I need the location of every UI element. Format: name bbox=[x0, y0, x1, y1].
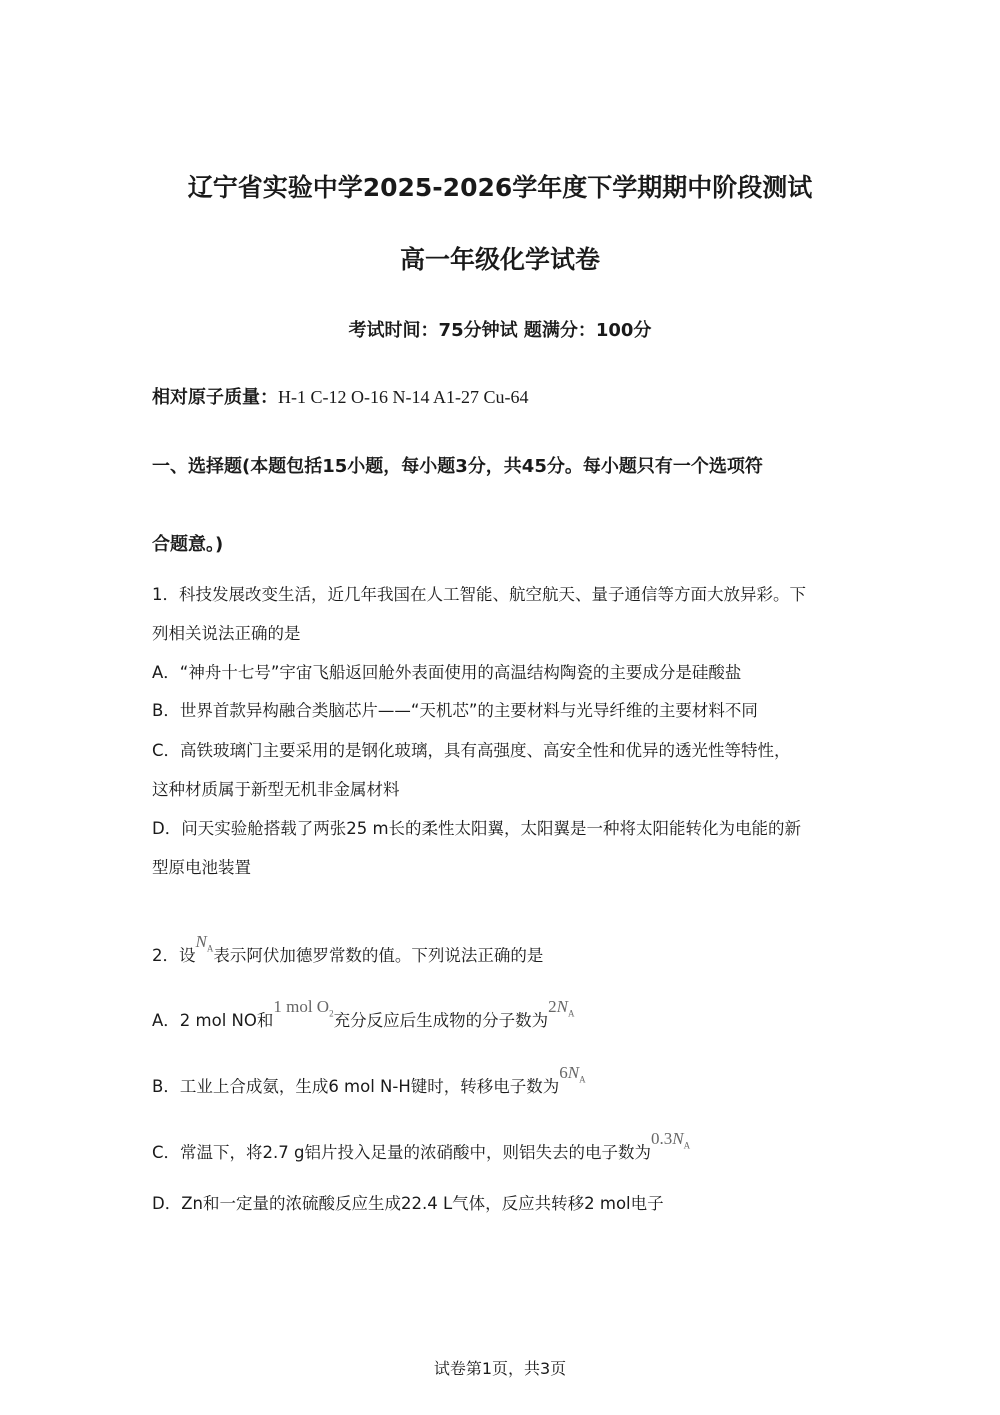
q2-a-formula1-sub: 2 bbox=[329, 1008, 334, 1019]
q1-option-c-line2: 这种材质属于新型无机非金属材料 bbox=[152, 780, 400, 799]
exam-subtitle: 高一年级化学试卷 bbox=[399, 245, 600, 274]
q2-a-formula2 bbox=[548, 996, 574, 1024]
q2-a-formula2-coef: 2 bbox=[548, 997, 557, 1016]
q2-b-formula-symbol: N bbox=[567, 1063, 580, 1082]
q2-b-pre: B．工业上合成氨，生成6 mol N-H键时，转移电子数为 bbox=[152, 1077, 560, 1096]
q2-stem-post: 表示阿伏加德罗常数的值。下列说法正确的是 bbox=[213, 946, 544, 965]
q2-stem-formula bbox=[196, 931, 214, 959]
atomic-mass-line bbox=[152, 383, 528, 409]
q2-option-b bbox=[152, 1063, 586, 1104]
q2-b-formula bbox=[559, 1062, 585, 1090]
q2-c-formula-coef: 0.3 bbox=[650, 1129, 673, 1148]
q1-option-a: A．“神舟十七号”宇宙飞船返回舱外表面使用的高温结构陶瓷的主要成分是硅酸盐 bbox=[152, 663, 742, 682]
q2-a-formula2-symbol: N bbox=[556, 997, 568, 1016]
q2-option-d: D．Zn和一定量的浓硫酸反应生成22.4 L气体，反应共转移2 mol电子 bbox=[152, 1194, 664, 1213]
q2-a-mid: 充分反应后生成物的分子数为 bbox=[333, 1011, 549, 1030]
q2-b-formula-coef: 6 bbox=[559, 1063, 568, 1082]
q1-stem-line2: 列相关说法正确的是 bbox=[152, 624, 301, 643]
q2-c-formula-sub: A bbox=[683, 1140, 691, 1151]
q2-a-formula1-text: 1 mol O bbox=[273, 997, 330, 1016]
q2-stem-pre: 2．设 bbox=[152, 946, 196, 965]
q2-a-pre: A．2 mol NO和 bbox=[152, 1011, 274, 1030]
q1-option-d-line1: D．问天实验舱搭载了两张25 m长的柔性太阳翼，太阳翼是一种将太阳能转化为电能的新 bbox=[152, 819, 802, 838]
q1-stem-line1: 1．科技发展改变生活，近几年我国在人工智能、航空航天、量子通信等方面大放异彩。下 bbox=[152, 585, 806, 604]
q2-stem bbox=[152, 932, 544, 973]
atomic-mass-label: 相对原子质量： bbox=[152, 387, 278, 408]
exam-info: 考试时间：75分钟试 题满分：100分 bbox=[348, 320, 652, 341]
section-heading-line1: 一、选择题(本题包括15小题，每小题3分，共45分。每小题只有一个选项符 bbox=[152, 456, 763, 477]
q2-a-formula1 bbox=[273, 996, 333, 1024]
q2-stem-subscript: A bbox=[206, 943, 214, 954]
q2-option-c bbox=[152, 1129, 691, 1170]
q2-stem-symbol: N bbox=[195, 932, 207, 951]
q1-option-b: B．世界首款异构融合类脑芯片——“天机芯”的主要材料与光导纤维的主要材料不同 bbox=[152, 701, 758, 720]
q2-a-formula2-sub: A bbox=[567, 1008, 575, 1019]
q2-c-formula-symbol: N bbox=[672, 1129, 684, 1148]
q1-option-d-line2: 型原电池装置 bbox=[152, 858, 251, 877]
q1-option-c-line1: C．高铁玻璃门主要采用的是钢化玻璃，具有高强度、高安全性和优异的透光性等特性， bbox=[152, 741, 791, 760]
q2-c-formula bbox=[651, 1128, 690, 1156]
atomic-mass-values: H-1 C-12 O-16 N-14 A1-27 Cu-64 bbox=[278, 387, 529, 407]
q2-option-a bbox=[152, 997, 575, 1038]
q2-c-pre: C．常温下，将2.7 g铝片投入足量的浓硝酸中，则铝失去的电子数为 bbox=[152, 1143, 651, 1162]
exam-title: 辽宁省实验中学2025-2026学年度下学期期中阶段测试 bbox=[187, 173, 813, 202]
page-footer: 试卷第1页，共3页 bbox=[433, 1359, 567, 1378]
section-heading-line2: 合题意。) bbox=[152, 534, 224, 555]
q2-b-formula-sub: A bbox=[579, 1074, 586, 1085]
